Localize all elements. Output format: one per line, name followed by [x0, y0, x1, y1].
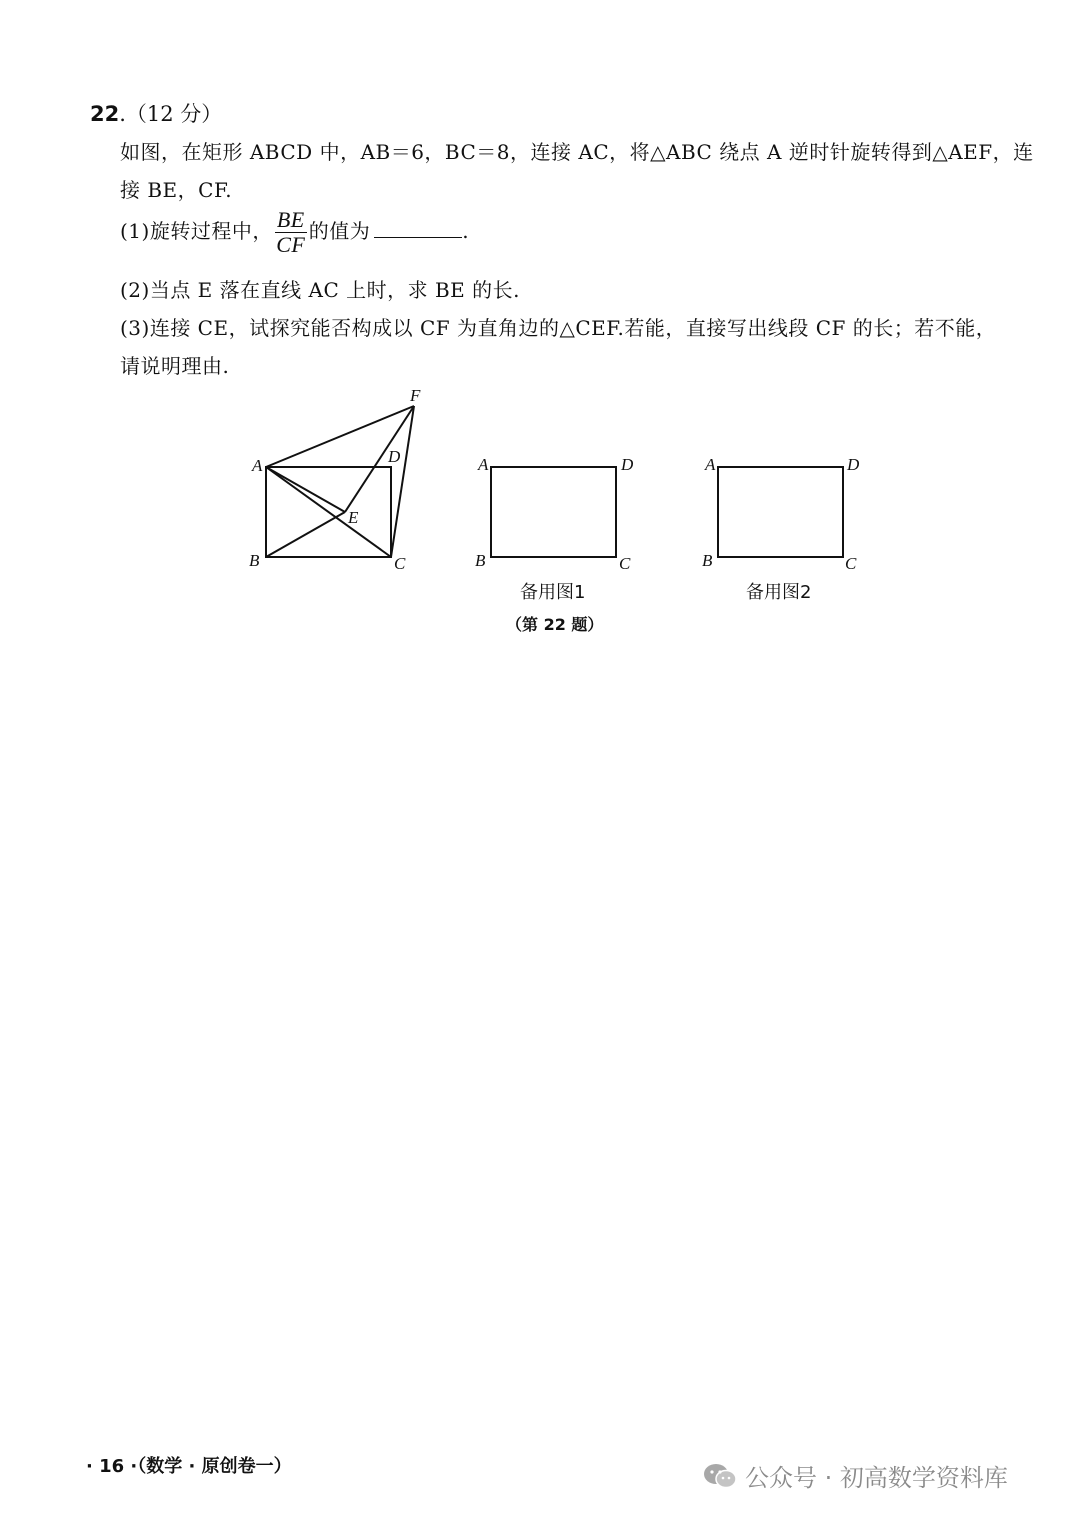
- fraction-denominator: CF: [276, 232, 306, 257]
- spare-rectangle-2: [718, 467, 843, 557]
- label-f: F: [410, 386, 421, 405]
- spare1-label-d: D: [621, 455, 634, 474]
- main-figure: [266, 406, 414, 557]
- label-b: B: [249, 551, 260, 570]
- spare1-label-c: C: [619, 554, 631, 573]
- fraction-numerator: BE: [276, 207, 305, 232]
- spare2-label-b: B: [702, 551, 713, 570]
- part1-end: .: [462, 219, 470, 243]
- question-line-1: 如图，在矩形 ABCD 中，AB＝6，BC＝8，连接 AC，将△ABC 绕点 A 逆时针旋转得到△AEF，连: [120, 140, 1034, 164]
- question-line-2: 接 BE，CF.: [120, 178, 233, 202]
- wechat-icon: [703, 1463, 737, 1489]
- figure-caption: （第 22 题）: [506, 615, 604, 634]
- segment-be: [266, 512, 345, 557]
- label-c: C: [394, 554, 406, 573]
- part1-suffix: 的值为: [308, 219, 371, 243]
- spare2-label-c: C: [845, 554, 857, 573]
- page-footer: · 16 ·（数学 · 原创卷一）: [86, 1456, 292, 1477]
- question-part-3-line-2: 请说明理由.: [120, 354, 230, 378]
- spare1-label-a: A: [478, 455, 489, 474]
- watermark-text: 公众号 · 初高数学资料库: [745, 1464, 1008, 1492]
- segment-ef: [345, 406, 414, 512]
- part1-prefix: (1)旋转过程中，: [120, 219, 273, 243]
- spare2-label-d: D: [847, 455, 860, 474]
- spare-rectangle-1: [491, 467, 616, 557]
- segment-ac: [266, 467, 391, 557]
- question-points: .（12 分）: [119, 102, 223, 126]
- spare2-label-a: A: [705, 455, 716, 474]
- spare-figure-2-caption: 备用图2: [746, 582, 812, 603]
- spare-figure-2: [702, 455, 860, 573]
- spare-figure-1: [475, 455, 634, 573]
- label-a: A: [252, 456, 263, 475]
- segment-cf: [391, 406, 414, 557]
- spare-figure-1-caption: 备用图1: [520, 582, 586, 603]
- label-d: D: [388, 447, 401, 466]
- question-number: 22: [90, 102, 120, 126]
- question-part-2: (2)当点 E 落在直线 AC 上时，求 BE 的长.: [120, 278, 520, 302]
- question-part-3-line-1: (3)连接 CE，试探究能否构成以 CF 为直角边的△CEF.若能，直接写出线段 CF 的长；若不能，: [120, 316, 997, 340]
- watermark: [703, 1458, 1008, 1493]
- spare1-label-b: B: [475, 551, 486, 570]
- label-e: E: [348, 508, 359, 527]
- segment-ae: [266, 467, 345, 512]
